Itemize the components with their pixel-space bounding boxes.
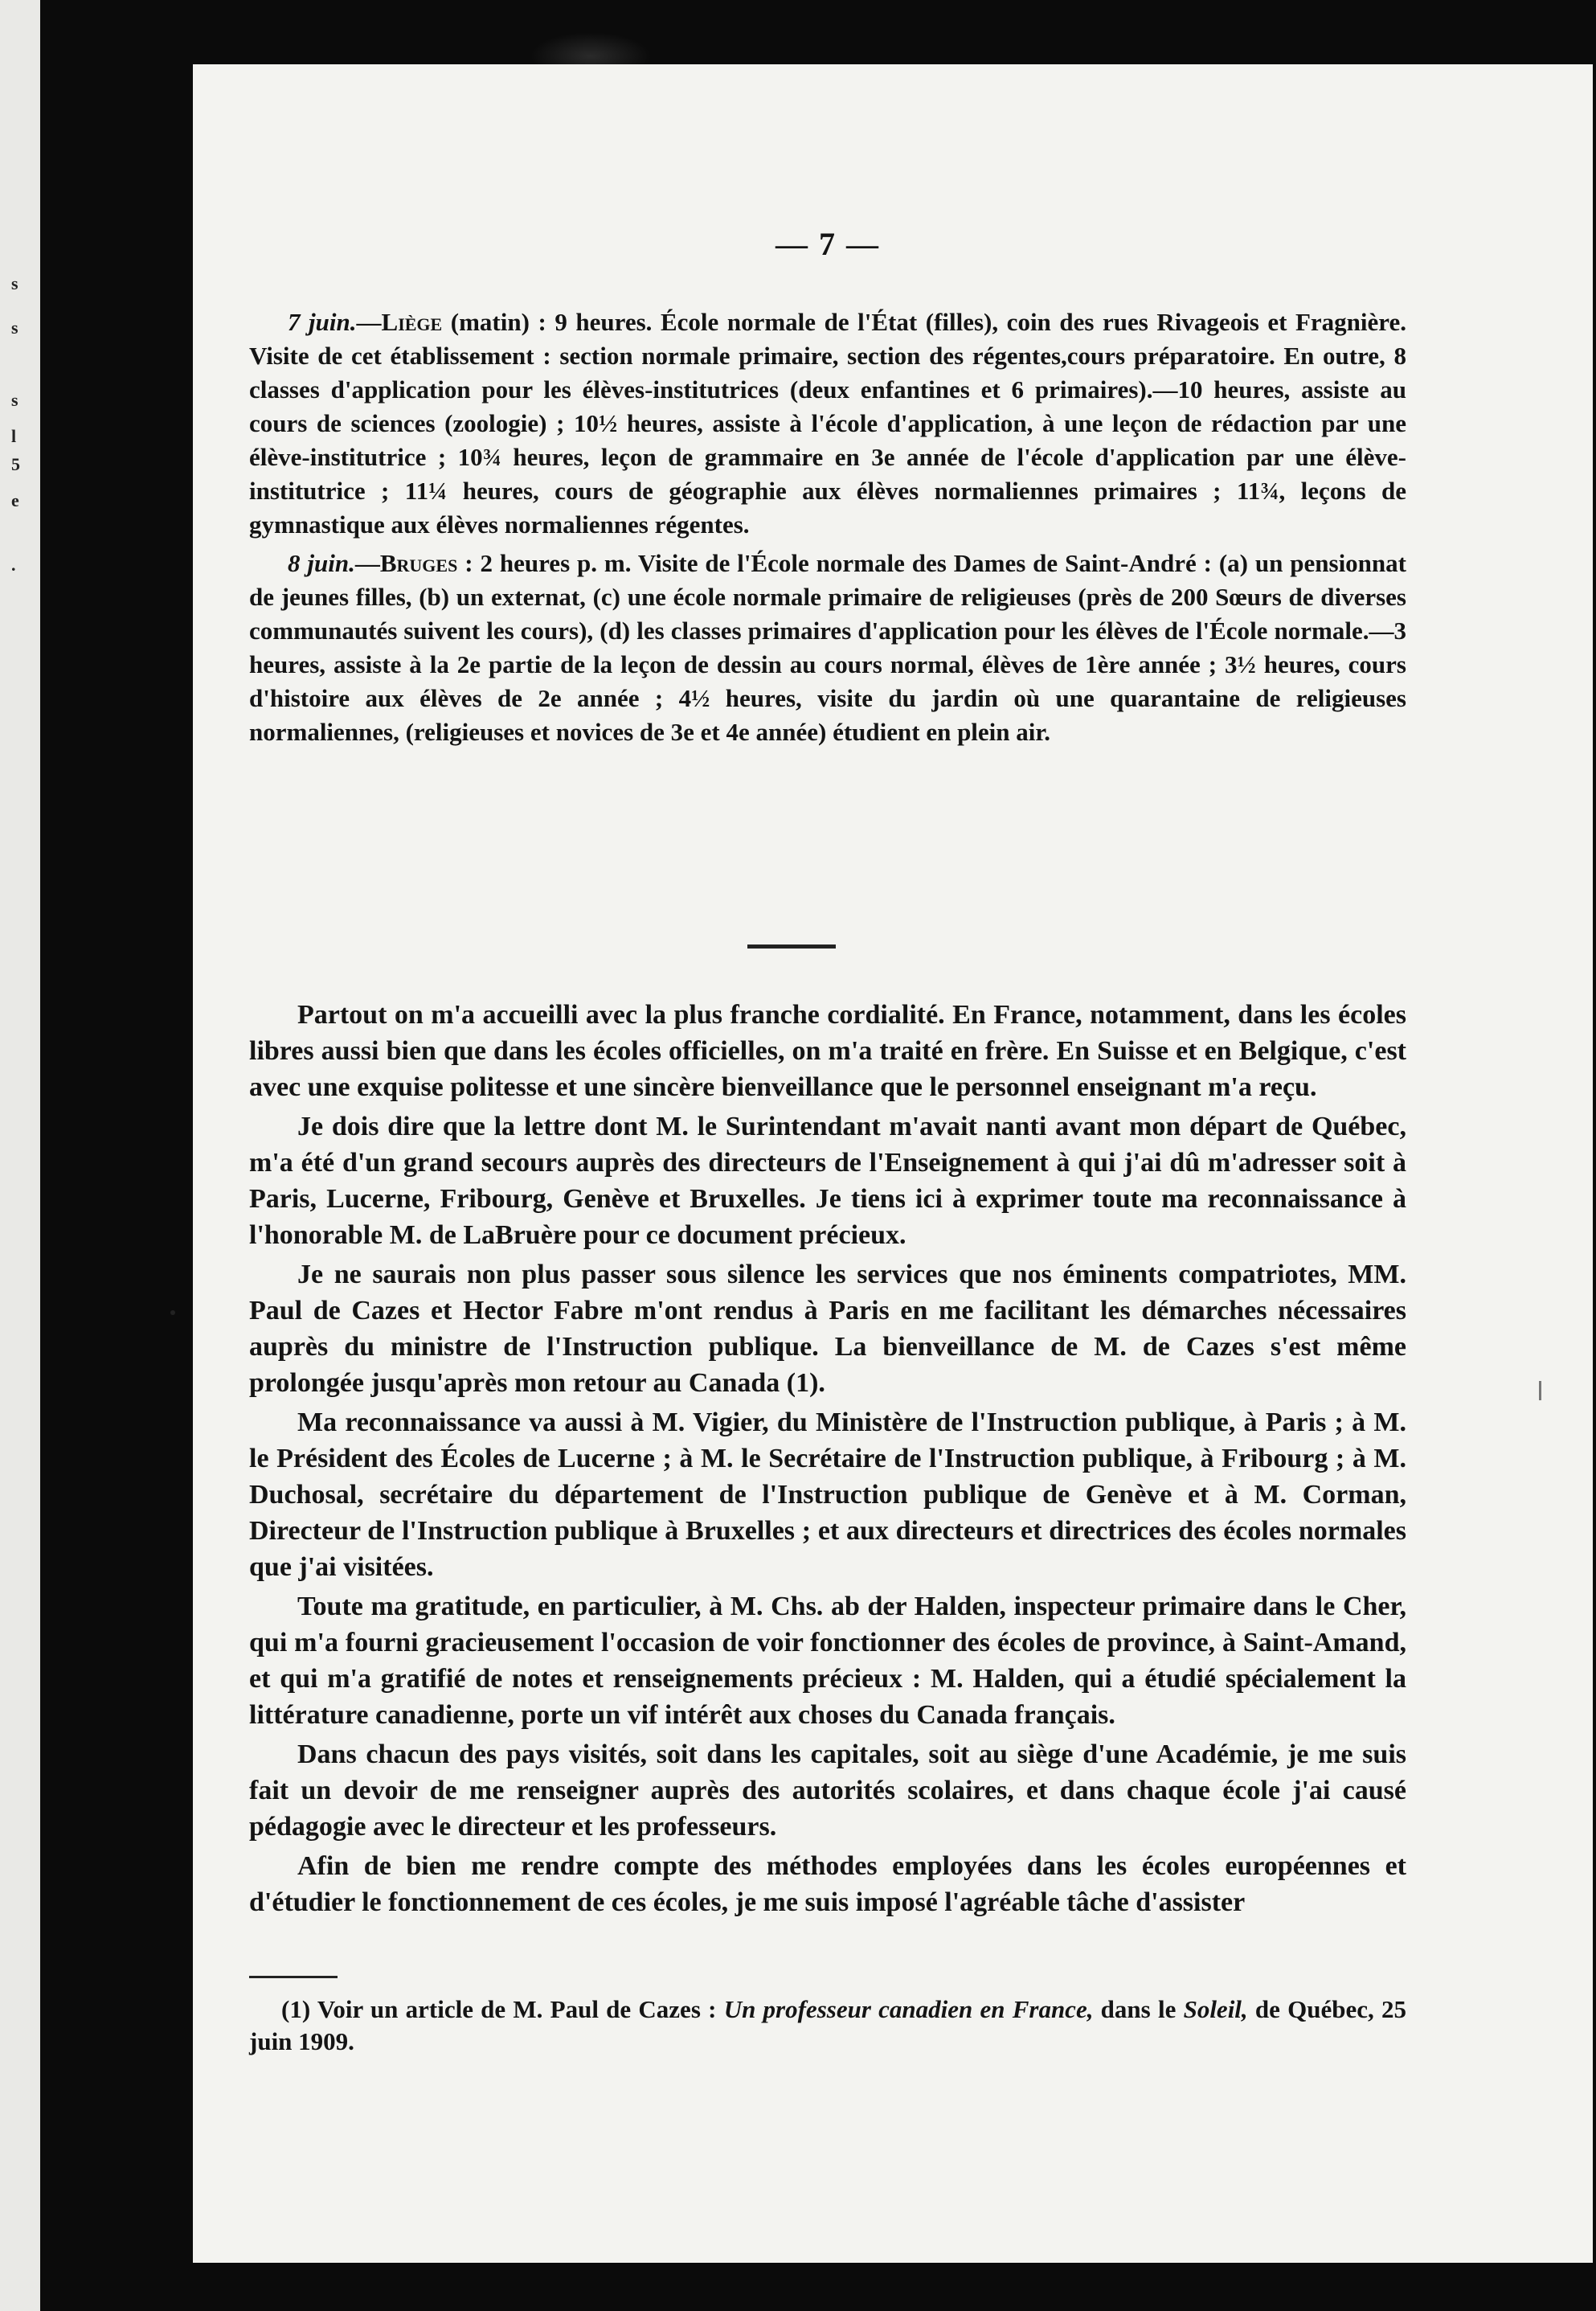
margin-tick	[1539, 1381, 1541, 1400]
paragraph: Ma reconnaissance va aussi à M. Vigier, du Ministère de l'Instruction publique, à Paris ; à M. le Président des Écoles de Lucerne ; à M. le Secrétaire de l'Instruction publique, à Fribourg ; à M. Duchosal, secrétaire du département de l'Instruction publique de Genève et à M. Corman, Directeur de l'Instruction publique à Bruxelles ; et aux directeurs et directrices des écoles normales que j'ai visitées.	[249, 1407, 1406, 1582]
paragraph: Dans chacun des pays visités, soit dans les capitales, soit au siège d'une Académie, je me suis fait un devoir de me renseigner auprès des autorités scolaires, et dans chaque école j'ai causé pédagogie avec le directeur et les professeurs.	[249, 1739, 1406, 1842]
footnote-middle: dans le	[1093, 1995, 1184, 2023]
margin-fragment: 5	[11, 454, 20, 474]
entry-place: —Bruges	[354, 549, 458, 577]
section-separator	[747, 944, 836, 949]
margin-fragment: .	[11, 555, 16, 575]
footnote-rule	[249, 1976, 338, 1978]
paragraph: Partout on m'a accueilli avec la plus franche cordialité. En France, notamment, dans les écoles libres aussi bien que dans les écoles officielles, on m'a traité en frère. En Suisse et en Belgique, c'est avec une exquise politesse et une sincère bienveillance que le personnel enseignant m'a reçu.	[249, 1000, 1406, 1102]
margin-fragment: s	[11, 273, 18, 293]
diary-entry	[249, 305, 1406, 542]
entry-place: —Liège	[356, 308, 443, 336]
diary-entry	[249, 547, 1406, 749]
margin-fragment: l	[11, 426, 17, 446]
footnote-article-title: Un professeur canadien en France,	[723, 1995, 1094, 2023]
entry-text: : 2 heures p. m. Visite de l'École normale des Dames de Saint-André : (a) un pensionnat de jeunes filles, (b) un externat, (c) une école normale primaire de religieuses (près de 200 Sœurs de diverses communautés suivent les cours), (d) les classes primaires d'application pour les élèves de l'École normale.—3 heures, assiste à la 2e partie de la leçon de dessin au cours normal, élèves de 1ère année ; 3½ heures, cours d'histoire aux élèves de 2e année ; 4½ heures, visite du jardin où une quarantaine de religieuses normaliennes, (religieuses et novices de 3e et 4e année) étudient en plein air.	[249, 549, 1406, 746]
paragraph: Afin de bien me rendre compte des méthodes employées dans les écoles européennes et d'étudier le fonctionnement de ces écoles, je me suis imposé l'agréable tâche d'assister	[249, 1851, 1406, 1917]
margin-fragment: e	[11, 490, 19, 510]
entry-date: 7 juin.	[288, 308, 357, 336]
margin-dot	[170, 1310, 175, 1315]
footnote-tail: de Québec, 25 juin 1909.	[249, 1995, 1406, 2055]
adjacent-page-strip	[0, 0, 40, 2311]
entry-text: (matin) : 9 heures. École normale de l'État (filles), coin des rues Rivageois et Fragnière. Visite de cet établissement : section normale primaire, section des régentes,cours préparatoire. En outre, 8 classes d'application pour les élèves-institutrices (deux enfantines et 6 primaires).—10 heures, assiste au cours de sciences (zoologie) ; 10½ heures, assiste à l'école d'application, à une leçon de rédaction par une élève-institutrice ; 10¾ heures, leçon de grammaire en 3e année de l'école d'application par une élève-institutrice ; 11¼ heures, cours de géographie aux élèves normaliennes primaires ; 11¾, leçons de gymnastique aux élèves normaliennes régentes.	[249, 308, 1406, 539]
footnote-text	[249, 1993, 1406, 2058]
paragraph: Toute ma gratitude, en particulier, à M. Chs. ab der Halden, inspecteur primaire dans le Cher, qui m'a fourni gracieusement l'occasion de voir fonctionner des écoles de province, à Saint-Amand, et qui m'a gratifié de notes et renseignements précieux : M. Halden, qui a étudié spécialement la littérature canadienne, porte un vif intérêt aux choses du Canada français.	[249, 1592, 1406, 1730]
paragraph: Je dois dire que la lettre dont M. le Surintendant m'avait nanti avant mon départ de Québec, m'a été d'un grand secours auprès des directeurs de l'Enseignement à qui j'ai dû m'adresser soit à Paris, Lucerne, Fribourg, Genève et Bruxelles. Je tiens ici à exprimer toute ma reconnaissance à l'honorable M. de LaBruère pour ce document précieux.	[249, 1112, 1406, 1250]
entry-date: 8 juin.	[288, 549, 355, 577]
margin-fragment: s	[11, 390, 18, 410]
footnote-lead: (1) Voir un article de M. Paul de Cazes :	[281, 1995, 724, 2023]
footnote-source: Soleil,	[1183, 1995, 1248, 2023]
document-page	[193, 64, 1593, 2263]
footnote	[249, 1993, 1406, 2058]
paragraph: Je ne saurais non plus passer sous silence les services que nos éminents compatriotes, MM. Paul de Cazes et Hector Fabre m'ont rendus à Paris en me facilitant les démarches nécessaires auprès du ministre de l'Instruction publique. La bienveillance de M. de Cazes s'est même prolongée jusqu'après mon retour au Canada (1).	[249, 1260, 1406, 1398]
diary-entries	[249, 305, 1406, 749]
margin-fragment: s	[11, 318, 18, 338]
page-number: — 7 —	[775, 226, 880, 262]
body-text	[249, 997, 1406, 1920]
